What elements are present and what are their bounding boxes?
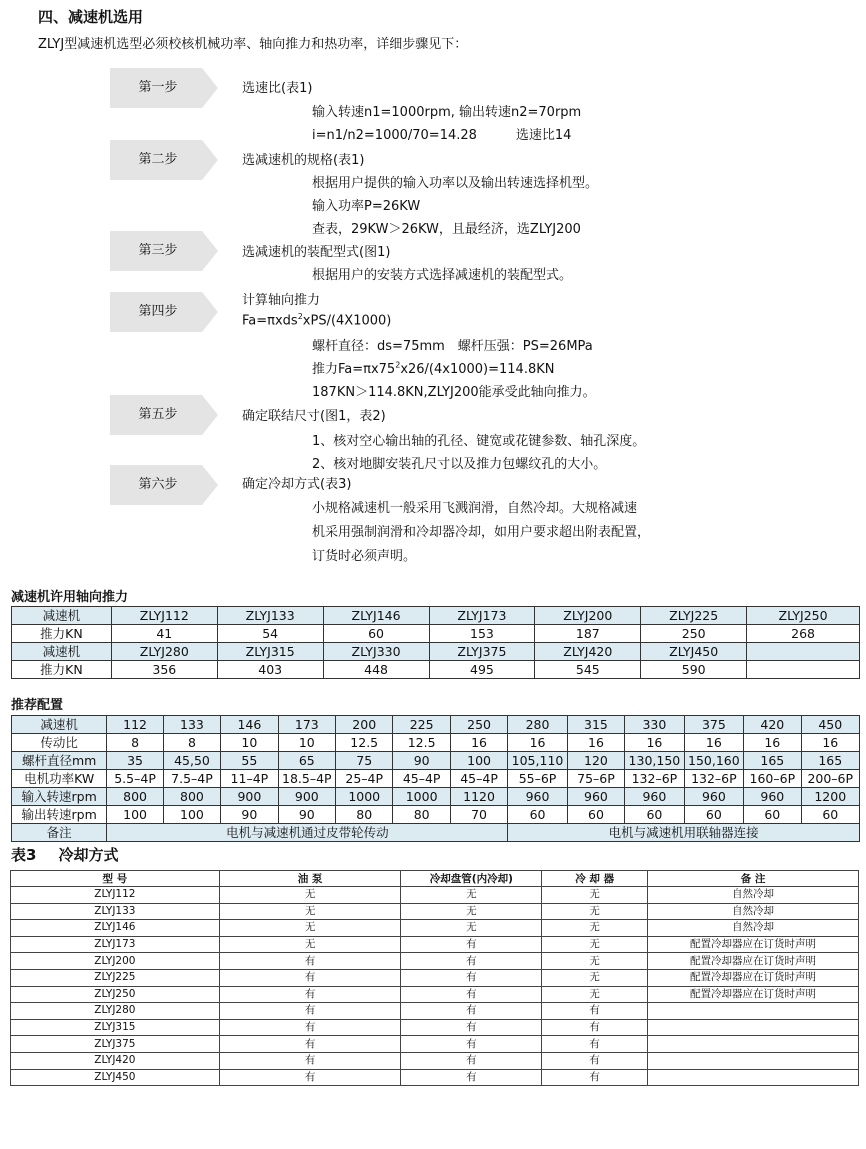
- step-title: 计算轴向推力: [242, 293, 321, 308]
- table-cell: 自然冷却: [648, 887, 859, 904]
- table-cell: 153: [429, 625, 535, 643]
- step-label: 第一步: [138, 80, 178, 95]
- table-cell: 18.5–4P: [278, 770, 335, 788]
- table-cell: 螺杆直径mm: [12, 752, 107, 770]
- step-title: 选减速机的装配型式(图1): [242, 245, 391, 260]
- superscript: 2: [297, 312, 303, 321]
- table-cell: 11–4P: [221, 770, 278, 788]
- table-cell: 有: [401, 986, 542, 1003]
- table-cell: 590: [641, 661, 747, 679]
- table-cell: 90: [393, 752, 450, 770]
- table-row: [12, 716, 860, 734]
- table-cell: 495: [429, 661, 535, 679]
- table-row: [12, 752, 860, 770]
- table-cell: 800: [163, 788, 220, 806]
- table-cell: 有: [542, 1069, 648, 1086]
- table-cell: 280: [508, 716, 567, 734]
- table-cell: ZLYJ315: [11, 1019, 220, 1036]
- table-cell: [648, 1069, 859, 1086]
- table-cell: 有: [219, 1003, 401, 1020]
- table-cell: 减速机: [12, 607, 112, 625]
- table-cell: 45–4P: [450, 770, 507, 788]
- table-cell: 160–6P: [744, 770, 801, 788]
- table-cell: 25–4P: [336, 770, 393, 788]
- table-cell: 165: [744, 752, 801, 770]
- table-cell: 960: [625, 788, 684, 806]
- table-cell: 输入转速rpm: [12, 788, 107, 806]
- intro-text: ZLYJ型减速机选型必须校核机械功率、轴向推力和热功率，详细步骤见下：: [38, 37, 468, 52]
- table-row: [11, 936, 859, 953]
- step-2-arrow: [110, 140, 218, 180]
- config-table: [11, 715, 860, 842]
- step-5-arrow: [110, 395, 218, 435]
- table-cell: 有: [401, 969, 542, 986]
- table-row: [11, 969, 859, 986]
- table-cell: 有: [219, 953, 401, 970]
- table-cell: 输出转速rpm: [12, 806, 107, 824]
- table-cell: 有: [219, 1019, 401, 1036]
- table-cell: 推力KN: [12, 661, 112, 679]
- table-cell: 自然冷却: [648, 903, 859, 920]
- step-3-arrow: [110, 231, 218, 271]
- table-cell: 330: [625, 716, 684, 734]
- table-cell: 173: [278, 716, 335, 734]
- step-label: 第三步: [138, 243, 178, 258]
- table-cell: 80: [393, 806, 450, 824]
- table-cell: 448: [323, 661, 429, 679]
- table-cell: 900: [278, 788, 335, 806]
- table-cell: 有: [542, 1019, 648, 1036]
- table-cell: ZLYJ146: [11, 920, 220, 937]
- table-cell: 无: [401, 903, 542, 920]
- table-cell: 1120: [450, 788, 507, 806]
- step-line: 小规格减速机一般采用飞溅润滑，自然冷却。大规格减速: [312, 501, 638, 516]
- table-row: [11, 903, 859, 920]
- table-cell: 960: [744, 788, 801, 806]
- table-cell: 100: [163, 806, 220, 824]
- table-row: [11, 887, 859, 904]
- table-cell: 无: [219, 936, 401, 953]
- table-cell: 375: [684, 716, 743, 734]
- step-line: i=n1/n2=1000/70=14.28 选速比14: [312, 128, 572, 143]
- table-row: [11, 986, 859, 1003]
- table-cell: 250: [641, 625, 747, 643]
- table-cell: 无: [401, 887, 542, 904]
- table-cell: ZLYJ420: [11, 1052, 220, 1069]
- config-table-title: 推荐配置: [11, 698, 64, 713]
- step-title: 选减速机的规格(表1): [242, 153, 365, 168]
- table-row: [11, 1019, 859, 1036]
- table-cell: 有: [401, 1036, 542, 1053]
- table-cell: 有: [542, 1052, 648, 1069]
- table-cell: 60: [625, 806, 684, 824]
- table-cell: 无: [219, 903, 401, 920]
- table-row: [12, 625, 860, 643]
- table-cell: [648, 1036, 859, 1053]
- step-line: 查表，29KW＞26KW，且最经济，选ZLYJ200: [312, 222, 581, 237]
- table-cell: ZLYJ315: [217, 643, 323, 661]
- table-cell: 55–6P: [508, 770, 567, 788]
- table-cell: ZLYJ375: [429, 643, 535, 661]
- table-cell: ZLYJ330: [323, 643, 429, 661]
- step-line: 输入功率P=26KW: [312, 199, 421, 214]
- table-cell: 减速机: [12, 716, 107, 734]
- section-heading: 四、减速机选用: [38, 8, 144, 26]
- table-cell: 150,160: [684, 752, 743, 770]
- step-label: 第六步: [138, 477, 178, 492]
- table-cell: 10: [221, 734, 278, 752]
- table-cell: 55: [221, 752, 278, 770]
- table-cell: ZLYJ450: [641, 643, 747, 661]
- table-cell: 35: [107, 752, 163, 770]
- table-cell: 200: [336, 716, 393, 734]
- table-cell: ZLYJ146: [323, 607, 429, 625]
- thrust-table-title: 减速机许用轴向推力: [11, 590, 129, 605]
- table-cell: 65: [278, 752, 335, 770]
- table-cell: 100: [450, 752, 507, 770]
- table-cell: 41: [111, 625, 217, 643]
- step-line: 螺杆直径：ds=75mm 螺杆压强：PS=26MPa: [312, 339, 593, 354]
- table-cell: 1000: [336, 788, 393, 806]
- table-cell: 无: [542, 969, 648, 986]
- formula-part: 推力Fa=πx75: [312, 362, 396, 377]
- formula: [312, 358, 554, 377]
- table-cell: 132–6P: [684, 770, 743, 788]
- step-label: 第四步: [138, 304, 178, 319]
- table-cell: 配置冷却器应在订货时声明: [648, 969, 859, 986]
- table-cell: ZLYJ173: [11, 936, 220, 953]
- table-cell: 70: [450, 806, 507, 824]
- step-line: 1、核对空心输出轴的孔径、键宽或花键参数、轴孔深度。: [312, 434, 646, 449]
- table-cell: ZLYJ450: [11, 1069, 220, 1086]
- table-cell: 16: [684, 734, 743, 752]
- table-cell: 900: [221, 788, 278, 806]
- table-cell: 960: [684, 788, 743, 806]
- table-cell: 225: [393, 716, 450, 734]
- table-cell: ZLYJ133: [11, 903, 220, 920]
- step-line: 187KN＞114.8KN,ZLYJ200能承受此轴向推力。: [312, 385, 596, 400]
- table-caption: 冷却方式: [58, 846, 119, 864]
- table-cell: 减速机: [12, 643, 112, 661]
- table-cell: 200–6P: [801, 770, 859, 788]
- table-cell: 800: [107, 788, 163, 806]
- step-4-arrow: [110, 292, 218, 332]
- table-cell: 16: [801, 734, 859, 752]
- table-cell: 16: [744, 734, 801, 752]
- table-cell: 无: [219, 920, 401, 937]
- table-cell: 165: [801, 752, 859, 770]
- step-title: 确定联结尺寸(图1，表2): [242, 409, 386, 424]
- table-cell: 有: [401, 1019, 542, 1036]
- column-header: 备 注: [648, 871, 859, 887]
- table-cell: 120: [567, 752, 624, 770]
- step-label: 第二步: [138, 152, 178, 167]
- table-cell: ZLYJ375: [11, 1036, 220, 1053]
- table-cell: 75: [336, 752, 393, 770]
- table-cell: 187: [535, 625, 641, 643]
- table-cell: 132–6P: [625, 770, 684, 788]
- table-row: [12, 643, 860, 661]
- step-line: 订货时必须声明。: [312, 549, 417, 564]
- table-cell: ZLYJ173: [429, 607, 535, 625]
- table-cell: 1200: [801, 788, 859, 806]
- table-cell: 16: [508, 734, 567, 752]
- table-row: [12, 607, 860, 625]
- table-cell: 100: [107, 806, 163, 824]
- table-number: 表3: [11, 846, 37, 864]
- table-cell: 配置冷却器应在订货时声明: [648, 986, 859, 1003]
- table-cell: [747, 661, 860, 679]
- table-cell: 960: [508, 788, 567, 806]
- table-row: [11, 1069, 859, 1086]
- table-row: [12, 661, 860, 679]
- table-row: [11, 953, 859, 970]
- table-cell: 315: [567, 716, 624, 734]
- table-cell: 105,110: [508, 752, 567, 770]
- step-line: 根据用户的安装方式选择减速机的装配型式。: [312, 268, 573, 283]
- table-cell: 112: [107, 716, 163, 734]
- table-cell: 有: [219, 1052, 401, 1069]
- table-row: [12, 734, 860, 752]
- table-cell: 无: [542, 903, 648, 920]
- table-cell: 无: [542, 920, 648, 937]
- table-cell: 545: [535, 661, 641, 679]
- table-row: [12, 770, 860, 788]
- table-cell: 7.5–4P: [163, 770, 220, 788]
- step-1-arrow: [110, 68, 218, 108]
- table-cell: 有: [542, 1036, 648, 1053]
- table-cell: 268: [747, 625, 860, 643]
- step-line: 根据用户提供的输入功率以及输出转速选择机型。: [312, 176, 599, 191]
- table-cell: 133: [163, 716, 220, 734]
- table-cell: 960: [567, 788, 624, 806]
- table-cell: 自然冷却: [648, 920, 859, 937]
- formula-part: Fa=πxds: [242, 313, 298, 329]
- column-header: 冷 却 器: [542, 871, 648, 887]
- table-cell: 配置冷却器应在订货时声明: [648, 953, 859, 970]
- table-cell: 60: [801, 806, 859, 824]
- table-cell: 有: [219, 969, 401, 986]
- table-cell: 无: [542, 986, 648, 1003]
- table-cell: 12.5: [336, 734, 393, 752]
- table-cell: 有: [219, 986, 401, 1003]
- table-cell: ZLYJ225: [641, 607, 747, 625]
- table-cell: 有: [401, 936, 542, 953]
- table-row: [12, 788, 860, 806]
- table-cell: 130,150: [625, 752, 684, 770]
- table-row: [12, 806, 860, 824]
- table-cell: 无: [542, 936, 648, 953]
- superscript: 2: [395, 360, 401, 370]
- table-cell: [648, 1052, 859, 1069]
- table-cell: 推力KN: [12, 625, 112, 643]
- formula: [242, 312, 391, 328]
- table-cell: 60: [744, 806, 801, 824]
- table-cell: 无: [401, 920, 542, 937]
- step-label: 第五步: [138, 407, 178, 422]
- table-row: [11, 920, 859, 937]
- table-cell: 16: [567, 734, 624, 752]
- table-cell: 60: [508, 806, 567, 824]
- table-cell: [648, 1003, 859, 1020]
- note-cell: 电机与减速机通过皮带轮传动: [107, 824, 508, 842]
- table-cell: 备注: [12, 824, 107, 842]
- table-cell: ZLYJ133: [217, 607, 323, 625]
- table-cell: ZLYJ112: [111, 607, 217, 625]
- table-cell: 10: [278, 734, 335, 752]
- table-row: [11, 1036, 859, 1053]
- table-cell: 45,50: [163, 752, 220, 770]
- table-cell: 250: [450, 716, 507, 734]
- step-line: 2、核对地脚安装孔尺寸以及推力包螺纹孔的大小。: [312, 457, 607, 472]
- table-cell: 450: [801, 716, 859, 734]
- table-cell: 传动比: [12, 734, 107, 752]
- table-cell: ZLYJ250: [747, 607, 860, 625]
- table-cell: ZLYJ200: [535, 607, 641, 625]
- table-cell: ZLYJ112: [11, 887, 220, 904]
- table-cell: ZLYJ280: [11, 1003, 220, 1020]
- table-header-row: [11, 871, 859, 887]
- table-cell: 90: [221, 806, 278, 824]
- thrust-table: [11, 606, 860, 679]
- table-cell: ZLYJ225: [11, 969, 220, 986]
- table-cell: 有: [401, 1052, 542, 1069]
- step-title: 选速比(表1): [242, 81, 313, 96]
- cooling-table-title: [11, 844, 118, 865]
- column-header: 型 号: [11, 871, 220, 887]
- step-line: 输入转速n1=1000rpm, 输出转速n2=70rpm: [312, 105, 582, 120]
- table-cell: 有: [219, 1069, 401, 1086]
- formula-part: x26/(4x1000)=114.8KN: [400, 362, 555, 377]
- table-cell: 电机功率KW: [12, 770, 107, 788]
- table-cell: 60: [323, 625, 429, 643]
- table-cell: 1000: [393, 788, 450, 806]
- table-row: [11, 1052, 859, 1069]
- table-row: [11, 1003, 859, 1020]
- column-header: 冷却盘管(内冷却): [401, 871, 542, 887]
- table-cell: 8: [107, 734, 163, 752]
- column-header: 油 泵: [219, 871, 401, 887]
- table-cell: 有: [542, 1003, 648, 1020]
- table-cell: 54: [217, 625, 323, 643]
- table-cell: [648, 1019, 859, 1036]
- table-cell: [747, 643, 860, 661]
- table-cell: 45–4P: [393, 770, 450, 788]
- note-cell: 电机与减速机用联轴器连接: [508, 824, 860, 842]
- table-cell: 403: [217, 661, 323, 679]
- table-cell: 有: [401, 953, 542, 970]
- table-cell: 80: [336, 806, 393, 824]
- table-cell: 无: [542, 887, 648, 904]
- step-title: 确定冷却方式(表3): [242, 477, 352, 492]
- table-cell: 有: [219, 1036, 401, 1053]
- table-cell: 配置冷却器应在订货时声明: [648, 936, 859, 953]
- formula-part: xPS/(4X1000): [302, 313, 392, 329]
- table-cell: ZLYJ250: [11, 986, 220, 1003]
- table-cell: 12.5: [393, 734, 450, 752]
- table-cell: 356: [111, 661, 217, 679]
- table-cell: 16: [450, 734, 507, 752]
- table-cell: 8: [163, 734, 220, 752]
- step-6-arrow: [110, 465, 218, 505]
- table-cell: 90: [278, 806, 335, 824]
- table-cell: 420: [744, 716, 801, 734]
- table-cell: 无: [542, 953, 648, 970]
- table-cell: ZLYJ420: [535, 643, 641, 661]
- table-cell: 有: [401, 1069, 542, 1086]
- table-cell: ZLYJ200: [11, 953, 220, 970]
- table-row: [12, 824, 860, 842]
- cooling-table: [10, 870, 859, 1086]
- table-cell: 无: [219, 887, 401, 904]
- table-cell: ZLYJ280: [111, 643, 217, 661]
- table-cell: 16: [625, 734, 684, 752]
- table-cell: 75–6P: [567, 770, 624, 788]
- table-cell: 有: [401, 1003, 542, 1020]
- step-line: 机采用强制润滑和冷却器冷却，如用户要求超出附表配置，: [312, 525, 651, 540]
- table-cell: 5.5–4P: [107, 770, 163, 788]
- table-cell: 60: [567, 806, 624, 824]
- table-cell: 60: [684, 806, 743, 824]
- table-cell: 146: [221, 716, 278, 734]
